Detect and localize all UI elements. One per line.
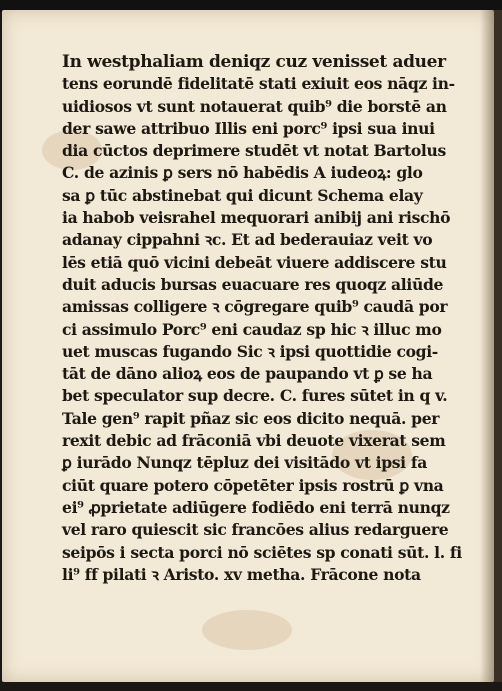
gutter-shadow — [480, 10, 494, 682]
text-line: seipōs i secta porci nō sciētes sp conati sūt. l. fi — [62, 542, 462, 562]
page-stain — [202, 610, 292, 650]
text-line: rexit debic ad frāconiā vbi deuote vixerat sem — [62, 431, 446, 451]
text-line: tāt de dāno alioꝝ eos de paupando vt ꝑ se ha — [62, 364, 433, 384]
text-line: vel raro quiescit sic francōes alius redarguere — [62, 520, 449, 540]
text-line: der sawe attribuo Illis eni porc⁹ ipsi sua inui — [62, 118, 435, 138]
text-line: amissas colligere ꝛ cōgregare quib⁹ caudā por — [62, 297, 448, 317]
book-page — [2, 10, 494, 682]
text-line: uidiosos vt sunt notauerat quib⁹ die borstē an — [62, 96, 447, 116]
text-line: li⁹ ff pilati ꝛ Aristo. xv metha. Frācone nota — [62, 564, 421, 584]
text-line: In westphaliam deniqz cuz venisset aduer — [62, 52, 446, 72]
text-line: C. de azinis ꝑ sers nō habēdis A iudeoꝝ: glo — [62, 163, 423, 183]
text-line: ei⁹ ꝓprietate adiūgere fodiēdo eni terrā nunqz — [62, 497, 450, 517]
page-edge — [494, 10, 502, 682]
text-line: adanay cippahni ꝛc. Et ad bederauiaz veit vo — [62, 230, 433, 250]
text-line: uet muscas fugando Sic ꝛ ipsi quottidie cogi- — [62, 341, 438, 361]
text-line: ia habob veisrahel mequorari anibij ani rischō — [62, 208, 451, 228]
text-line: bet speculator sup decre. C. fures sūtet in q v. — [62, 386, 448, 406]
text-line: lēs etiā quō vicini debeāt viuere addiscere stu — [62, 252, 447, 272]
text-line: tens eorundē fidelitatē stati exiuit eos nāqz in- — [62, 74, 455, 94]
text-line: ciūt quare potero cōpetēter ipsis rostrū ꝑ vna — [62, 475, 444, 495]
text-line: dia cūctos deprimere studēt vt notat Bartolus — [62, 141, 446, 161]
text-line: duit aducis bursas euacuare res quoqz aliūde — [62, 274, 444, 294]
text-line: ci assimulo Porc⁹ eni caudaz sp hic ꝛ illuc mo — [62, 319, 442, 339]
text-line: ꝑ iurādo Nunqz tēpluz dei visitādo vt ipsi fa — [62, 453, 427, 473]
text-line: sa ꝑ tūc abstinebat qui dicunt Schema elay — [62, 185, 423, 205]
text-block — [62, 51, 462, 586]
text-line: Tale gen⁹ rapit pñaz sic eos dicito nequā. per — [62, 408, 440, 428]
